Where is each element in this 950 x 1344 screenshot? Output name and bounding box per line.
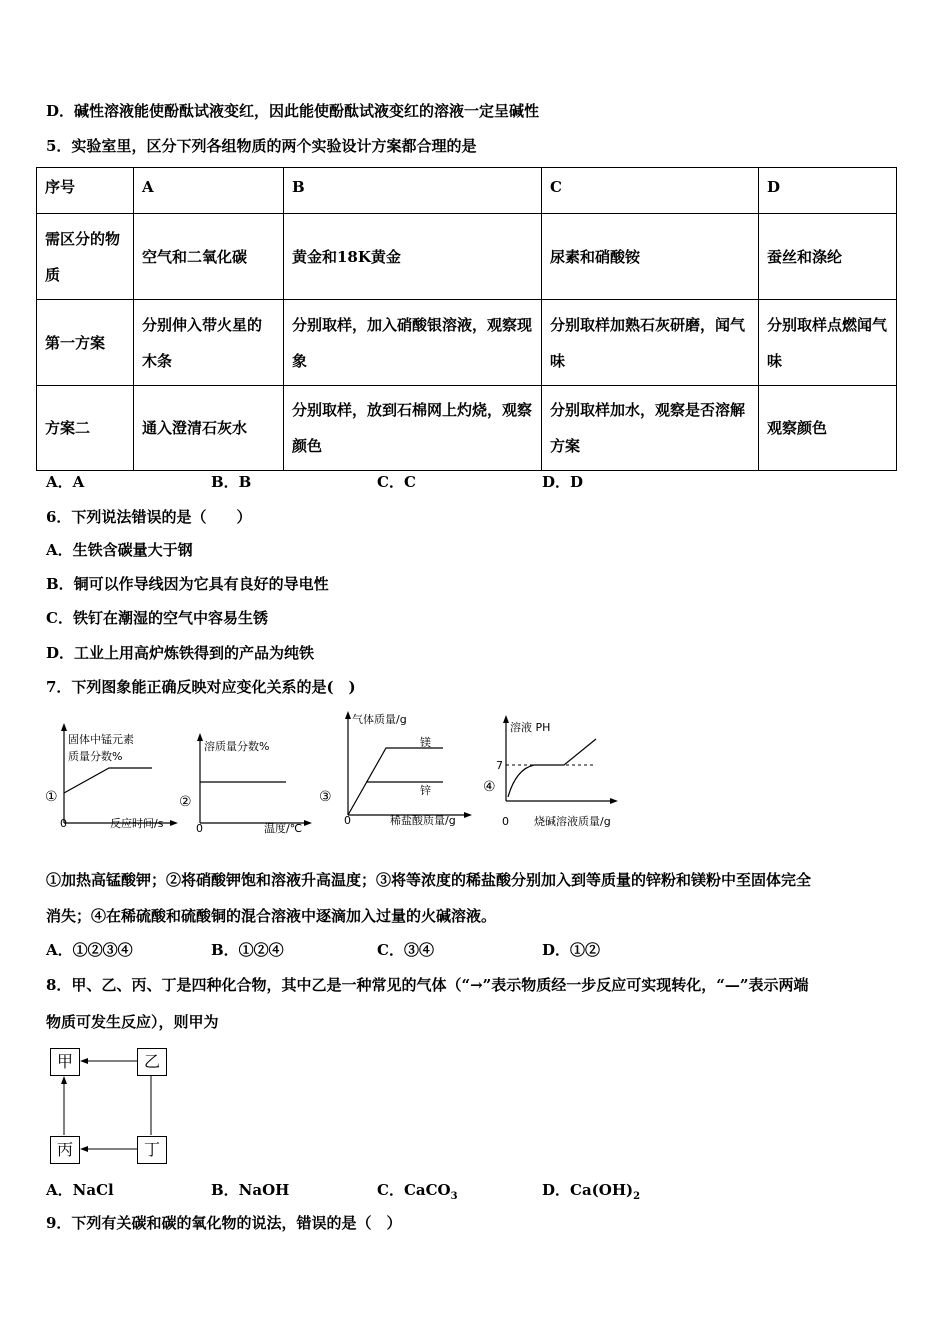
node-jia: 甲: [50, 1048, 80, 1076]
q5-options: [46, 472, 746, 492]
y-label: 溶质量分数%: [204, 740, 270, 753]
q7-option-d: D．①②: [542, 941, 601, 959]
arrow-icon: [80, 1058, 88, 1064]
curve-label-zn: 锌: [420, 784, 431, 797]
arrow-icon: [61, 723, 67, 731]
y-label: 溶液 PH: [510, 721, 551, 734]
curve-label-mg: 镁: [420, 736, 431, 749]
q8-options: [46, 1180, 746, 1200]
table-header-row: [37, 168, 897, 214]
header-cell: 序号: [37, 168, 134, 214]
x-label: 烧碱溶液质量/g: [534, 815, 611, 828]
q8-option-d: [542, 1180, 640, 1207]
q6-option-a: A．生铁含碳量大于钢: [46, 541, 193, 559]
y-label-line1: 固体中锰元素: [68, 733, 134, 746]
q7-desc-line1: ①加热高锰酸钾；②将硝酸钾饱和溶液升高温度；③将等浓度的稀盐酸分别加入到等质量的锌粉和镁粉中至固体完全: [46, 871, 812, 889]
table-cell: 分别取样，放到石棉网上灼烧，观察颜色: [284, 386, 542, 471]
graph-number: ①: [45, 789, 58, 805]
q6-option-d: D．工业上用高炉炼铁得到的产品为纯铁: [46, 644, 315, 662]
q8-option-c: [377, 1180, 458, 1207]
node-bing: 丙: [50, 1136, 80, 1164]
curve-line: [508, 739, 596, 797]
arrow-icon: [464, 812, 472, 818]
q5-option-a: A．A: [46, 473, 85, 491]
table-cell: 分别取样，加入硝酸银溶液，观察现象: [284, 300, 542, 386]
table-row: [37, 214, 897, 300]
table-cell: 空气和二氧化碳: [134, 214, 284, 300]
graph-number: ④: [483, 779, 496, 795]
header-cell: D: [759, 168, 897, 214]
y-label-line2: 质量分数%: [68, 750, 123, 763]
table-cell: 分别取样加熟石灰研磨，闻气味: [542, 300, 759, 386]
graph-3: [318, 705, 478, 839]
arrow-icon: [197, 733, 203, 741]
table-cell: 蚕丝和涤纶: [759, 214, 897, 300]
x-label: 反应时间/s: [110, 817, 164, 830]
q9-stem: 9．下列有关碳和碳的氧化物的说法，错误的是（ ）: [46, 1214, 402, 1232]
row-label: 需区分的物质: [37, 214, 134, 300]
q7-desc-line2: 消失；④在稀硫酸和硫酸铜的混合溶液中逐滴加入过量的火碱溶液。: [46, 907, 497, 925]
graph-2: [178, 705, 318, 839]
q7-option-c: C．③④: [377, 941, 434, 959]
x-label: 温度/℃: [264, 822, 303, 835]
q5-option-d: D．D: [542, 473, 584, 491]
table-cell: 尿素和硝酸铵: [542, 214, 759, 300]
q8-option-c-main: C．CaCO: [377, 1181, 451, 1199]
node-yi: 乙: [137, 1048, 167, 1076]
q6-option-c: C．铁钉在潮湿的空气中容易生锈: [46, 609, 268, 627]
origin-label: 0: [502, 815, 509, 828]
q5-table: [36, 167, 897, 471]
arrow-icon: [345, 711, 351, 719]
graph-4: [482, 705, 632, 839]
table-cell: 分别取样点燃闻气味: [759, 300, 897, 386]
q8-stem-line2: 物质可发生反应），则甲为: [46, 1013, 219, 1031]
header-cell: C: [542, 168, 759, 214]
arrow-icon: [304, 820, 312, 826]
table-cell: 分别伸入带火星的木条: [134, 300, 284, 386]
q7-option-a: A．①②③④: [46, 941, 133, 959]
table-cell: 黄金和18K黄金: [284, 214, 542, 300]
row-label: 方案二: [37, 386, 134, 471]
q8-option-a: A．NaCl: [46, 1181, 114, 1199]
table-cell: 通入澄清石灰水: [134, 386, 284, 471]
q8-stem-line1: 8．甲、乙、丙、丁是四种化合物，其中乙是一种常见的气体（“→”表示物质经一步反应可实现转化，“—”表示两端: [46, 976, 809, 994]
x-label: 稀盐酸质量/g: [390, 814, 456, 827]
arrow-icon: [503, 715, 509, 723]
q8-option-d-main: D．Ca(OH): [542, 1181, 634, 1199]
table-cell: 观察颜色: [759, 386, 897, 471]
q7-options: [46, 940, 746, 960]
table-row: [37, 300, 897, 386]
y-label: 气体质量/g: [352, 713, 407, 726]
arrow-icon: [80, 1146, 88, 1152]
table-cell: 分别取样加水，观察是否溶解方案: [542, 386, 759, 471]
q5-option-c: C．C: [377, 473, 416, 491]
graph-number: ③: [319, 789, 332, 805]
q7-option-b: B．①②④: [211, 941, 284, 959]
q5-stem: 5．实验室里，区分下列各组物质的两个实验设计方案都合理的是: [46, 137, 477, 155]
origin-label: 0: [196, 822, 203, 835]
q5-option-b: B．B: [211, 473, 252, 491]
arrow-icon: [610, 798, 618, 804]
origin-label: 0: [60, 817, 67, 830]
graph-1: [44, 705, 184, 839]
table-row: [37, 386, 897, 471]
q6-stem: 6．下列说法错误的是（ ）: [46, 508, 252, 526]
header-cell: B: [284, 168, 542, 214]
arrow-icon: [61, 1076, 67, 1084]
origin-label: 0: [344, 814, 351, 827]
q4-option-d: D．碱性溶液能使酚酞试液变红，因此能使酚酞试液变红的溶液一定呈碱性: [46, 102, 540, 120]
header-cell: A: [134, 168, 284, 214]
q8-diagram: [48, 1046, 170, 1164]
row-label: 第一方案: [37, 300, 134, 386]
q8-option-b: B．NaOH: [211, 1181, 290, 1199]
q6-option-b: B．铜可以作导线因为它具有良好的导电性: [46, 575, 329, 593]
graph-number: ②: [179, 794, 192, 810]
q7-stem: 7．下列图象能正确反映对应变化关系的是( ): [46, 678, 356, 696]
tick-label: 7: [496, 759, 503, 772]
q8-option-c-sub: 3: [450, 1191, 458, 1202]
q8-option-d-sub: 2: [633, 1191, 641, 1202]
arrow-icon: [170, 820, 178, 826]
curve-line: [64, 768, 152, 793]
node-ding: 丁: [137, 1136, 167, 1164]
